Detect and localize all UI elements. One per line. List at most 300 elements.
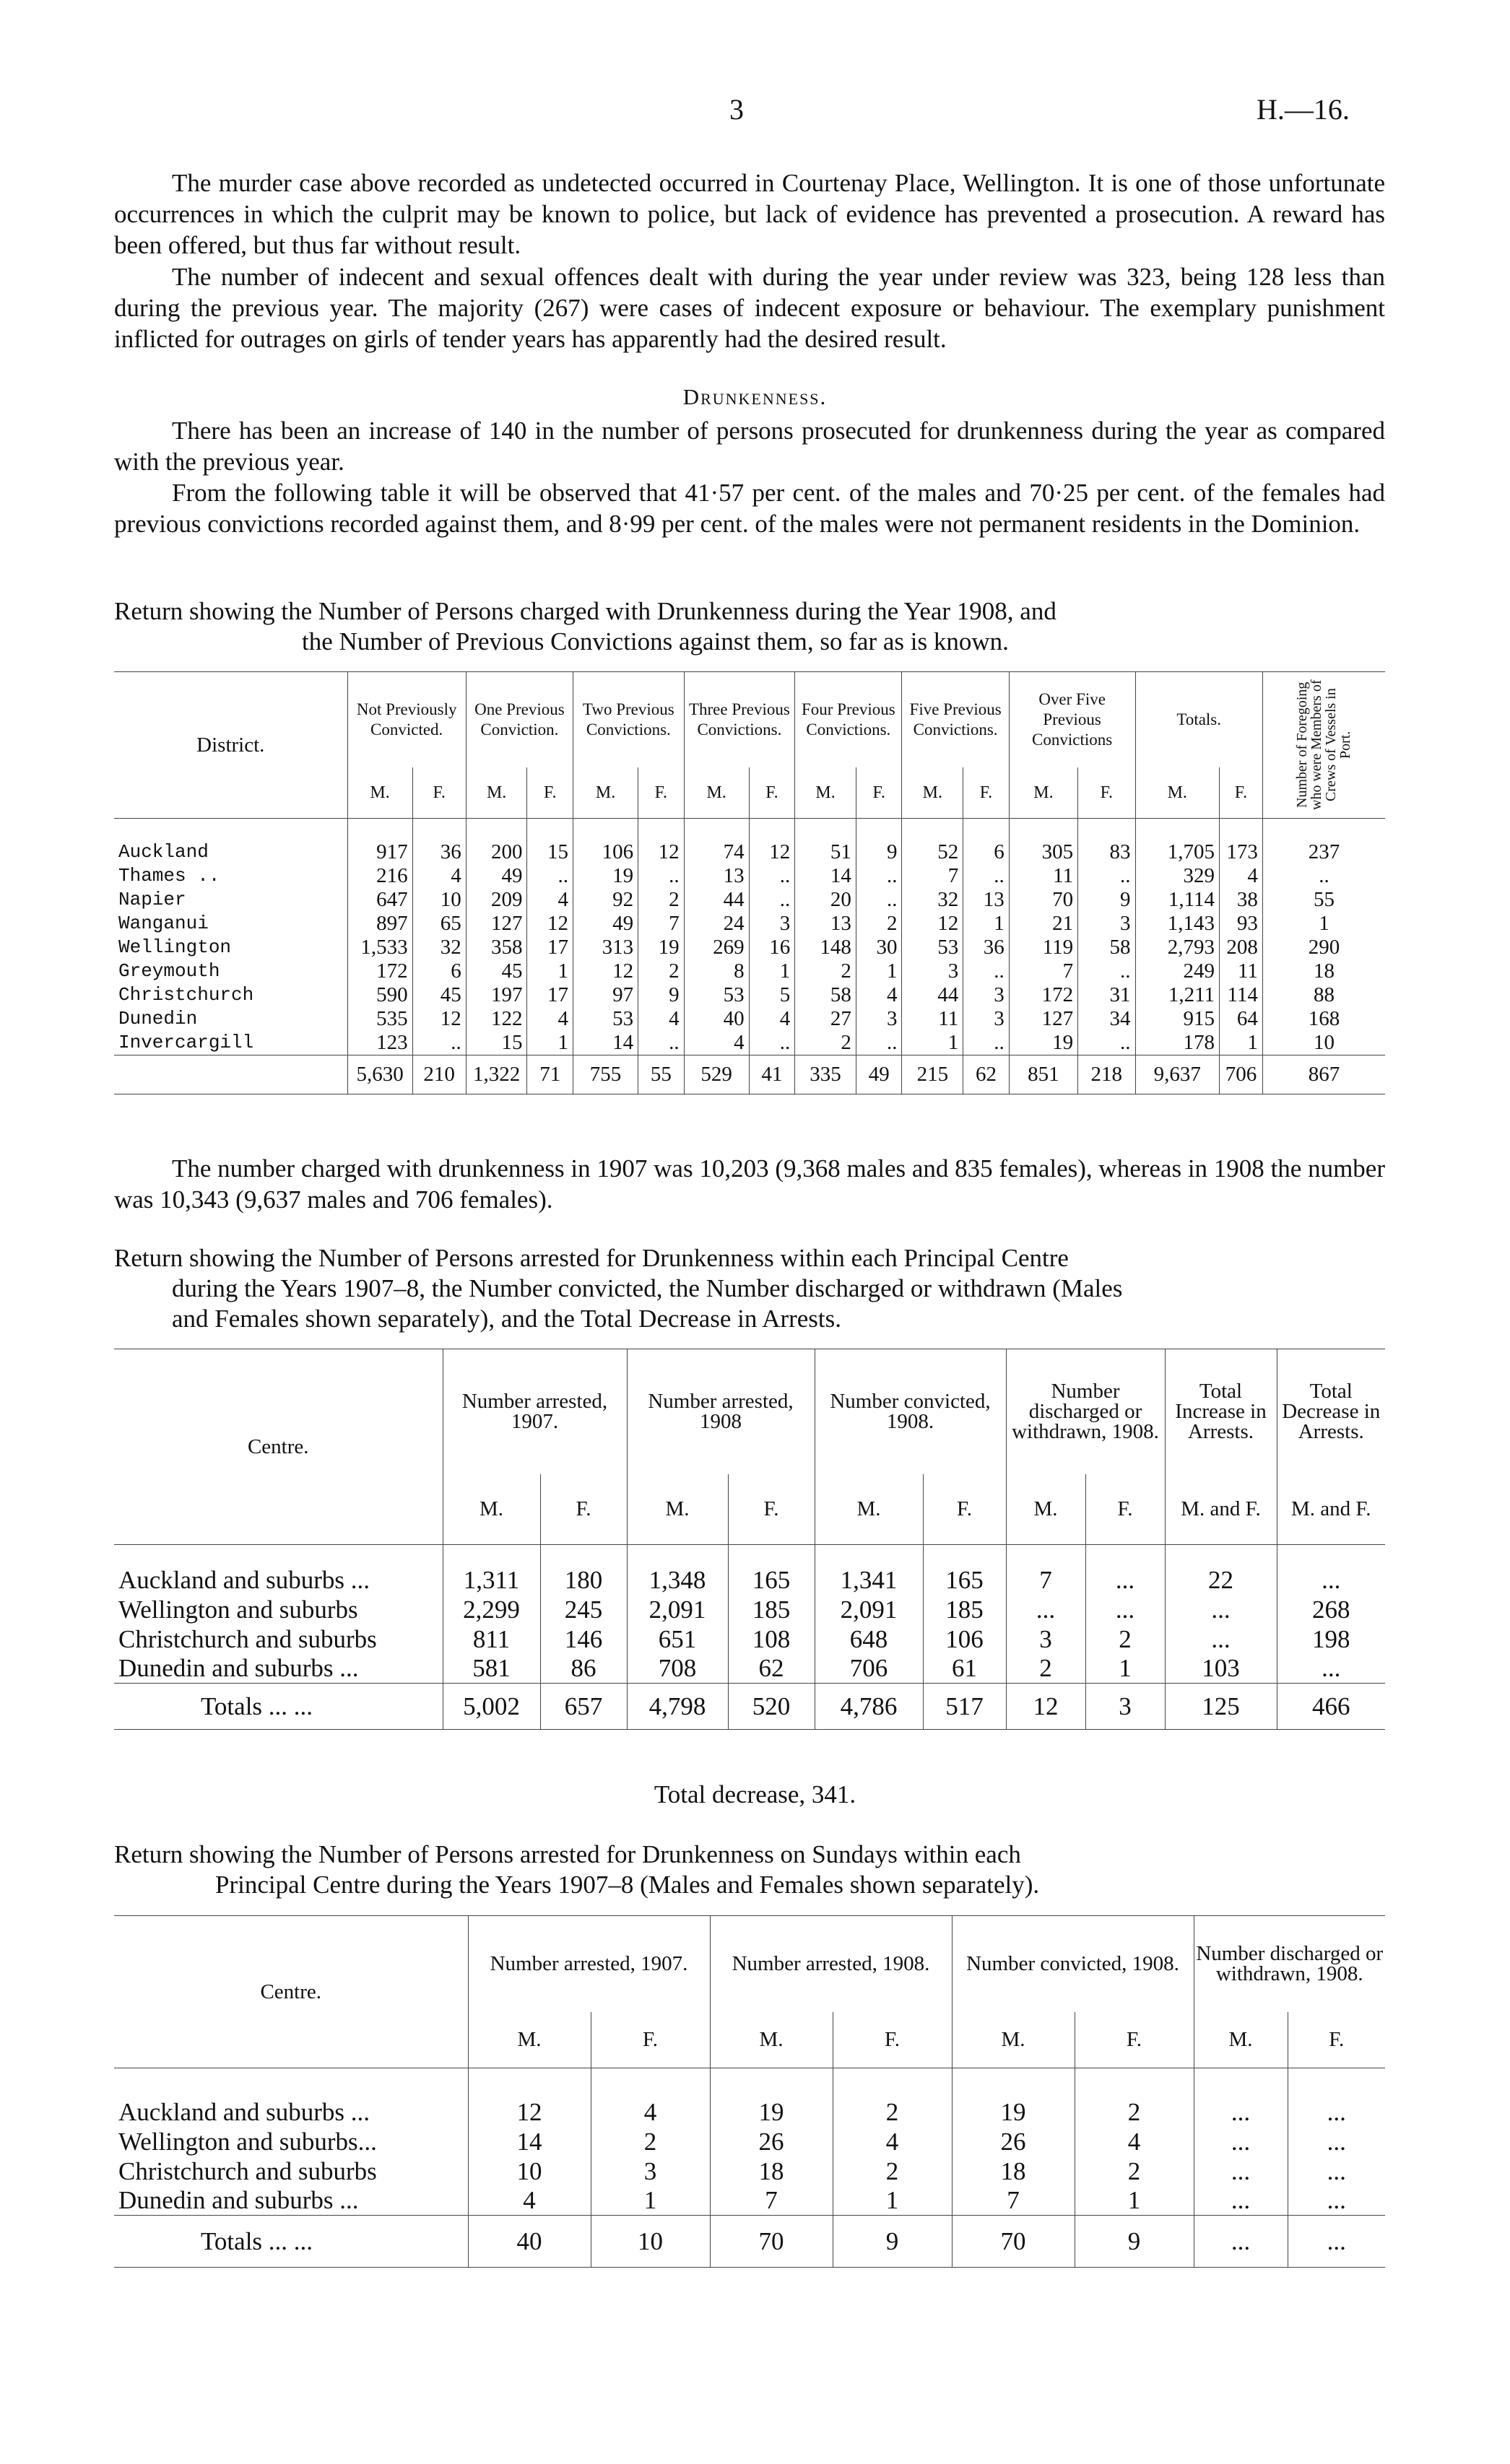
value-cell: 7 [710,2186,833,2216]
spacer-cell [1006,1545,1085,1565]
female-value: 4 [856,983,902,1007]
male-value: 313 [573,936,638,959]
spacer-cell [728,1545,815,1565]
female-value: .. [963,1031,1010,1055]
district-cell: Invercargill [118,1031,254,1053]
crew-header-text: Number of Foregoing who were Members of Crews of Vessels in Port. [1294,679,1354,811]
value-cell: 2,091 [627,1595,728,1624]
value-cell: 61 [923,1654,1006,1684]
female-value: 4 [1220,864,1263,888]
centre-cell: Auckland and suburbs ... [118,1565,370,1594]
value-cell: 245 [540,1595,627,1624]
male-value: 19 [1009,1031,1077,1055]
crew-value: 237 [1262,840,1385,864]
female-value: 38 [1220,888,1263,912]
table-row [114,888,1385,912]
female-total: 218 [1078,1055,1135,1094]
total-cell: 70 [952,2216,1075,2268]
male-column-header: M. [466,767,527,819]
female-value: 9 [1078,888,1135,912]
value-cell: 1 [591,2186,710,2216]
total-cell: ... [1194,2216,1288,2268]
female-value: .. [856,888,902,912]
female-value: 36 [963,936,1010,959]
female-column-header: F. [540,1474,627,1545]
female-value: 13 [963,888,1010,912]
female-total: 49 [856,1055,902,1094]
male-value: 7 [1009,959,1077,983]
group-header: Number convicted, 1908. [952,1916,1194,2012]
district-cell: Thames .. [118,864,220,887]
spacer-cell [114,2068,468,2097]
spacer-cell [527,819,573,840]
district-cell: Wellington [118,936,232,958]
crew-value: 1 [1262,912,1385,936]
centre-cell: Christchurch and suburbs [118,1624,377,1653]
male-value: 209 [466,888,527,912]
table-row [114,2097,1385,2127]
drunkenness-paragraph-1: There has been an increase of 140 in the number of persons prosecuted for drunkenness during the year as compared with the previous year. [114,417,1385,476]
group-header: Number arrested, 1908. [710,1916,952,2012]
female-value: 83 [1078,840,1135,864]
male-value: 123 [347,1031,412,1055]
female-value: 17 [527,936,573,959]
spacer-row [114,819,1385,840]
male-value: 358 [466,936,527,959]
male-value: 53 [902,936,963,959]
value-cell: 86 [540,1654,627,1684]
male-value: 27 [795,1007,856,1031]
female-value: .. [856,864,902,888]
drunkenness-heading: Drunkenness. [682,384,828,409]
group-header: Number arrested, 1907. [468,1916,710,2012]
female-value: 4 [527,1007,573,1031]
table-row [114,936,1385,959]
spacer-cell [795,819,856,840]
female-column-header: F. [591,2012,710,2068]
centre-cell: Dunedin and suburbs ... [118,2186,359,2215]
district-cell: Dunedin [118,1007,198,1029]
spacer-cell [347,819,412,840]
male-column-header: M. [1135,767,1220,819]
centre-cell: Dunedin and suburbs ... [118,1654,359,1683]
value-cell: 62 [728,1654,815,1684]
female-value: 32 [412,936,466,959]
male-value: 13 [795,912,856,936]
spacer-cell [1135,819,1220,840]
male-value: 178 [1135,1031,1220,1055]
male-value: 249 [1135,959,1220,983]
table2-arrests [114,1349,1385,1730]
female-value: 31 [1078,983,1135,1007]
value-cell: 108 [728,1624,815,1654]
value-cell: 2 [1006,1654,1085,1684]
spacer-cell [1288,2068,1385,2097]
total-cell: 466 [1277,1684,1385,1730]
male-value: 12 [573,959,638,983]
crew-value: 168 [1262,1007,1385,1031]
value-cell: 2 [1075,2097,1194,2127]
female-value: 5 [749,983,795,1007]
table-row [114,1007,1385,1031]
group-header: Not Previously Convicted. [347,672,466,768]
crew-total: 867 [1262,1055,1385,1094]
male-value: 11 [1009,864,1077,888]
spacer-cell [638,819,685,840]
crew-value: 18 [1262,959,1385,983]
value-cell: 1,311 [443,1565,540,1595]
female-value: 114 [1220,983,1263,1007]
table-row [114,864,1385,888]
female-column-header: F. [923,1474,1006,1545]
mf-column-header: M. and F. [1277,1474,1385,1545]
male-column-header: M. [468,2012,591,2068]
male-value: 2 [795,959,856,983]
totals-row [114,2216,1385,2268]
female-value: 1 [749,959,795,983]
female-value: 2 [856,912,902,936]
drunkenness-paragraph-2: From the following table it will be observed that 41·57 per cent. of the males and 70·25 per cent. of the females had previous convictions recorded against them, and 8·99 per cent. of the males were not permanent residents in the Dominion. [114,479,1385,538]
male-value: 58 [795,983,856,1007]
male-value: 8 [684,959,749,983]
male-column-header: M. [684,767,749,819]
spacer-cell [443,1545,540,1565]
female-column-header: F. [728,1474,815,1545]
table-row [114,1624,1385,1654]
table-row [114,1654,1385,1684]
table3-title [114,1840,1385,1900]
spacer-cell [710,2068,833,2097]
group-header: Number arrested, 1908 [627,1349,815,1474]
group-header: Number convicted, 1908. [815,1349,1006,1474]
value-cell: 185 [728,1595,815,1624]
female-value: 12 [527,912,573,936]
male-value: 172 [347,959,412,983]
male-value: 21 [1009,912,1077,936]
value-cell: 268 [1277,1595,1385,1624]
group-header: Three Previous Convictions. [684,672,795,768]
male-value: 3 [902,959,963,983]
male-total: 9,637 [1135,1055,1220,1094]
summary-paragraph: The number charged with drunkenness in 1907 was 10,203 (9,368 males and 835 females), whereas in 1908 the number was 10,343 (9,637 males and 706 females). [114,1154,1385,1214]
value-cell: 581 [443,1654,540,1684]
value-cell: 19 [952,2097,1075,2127]
male-value: 197 [466,983,527,1007]
crew-value: 290 [1262,936,1385,959]
female-value: 93 [1220,912,1263,936]
table-row [114,1031,1385,1055]
value-cell: 3 [1006,1624,1085,1654]
male-value: 897 [347,912,412,936]
value-cell: ... [1277,1565,1385,1595]
male-column-header: M. [795,767,856,819]
total-cell: 9 [1075,2216,1194,2268]
male-value: 24 [684,912,749,936]
male-total: 755 [573,1055,638,1094]
male-column-header: M. [1009,767,1077,819]
female-value: .. [1078,959,1135,983]
table-row [114,959,1385,983]
male-column-header: M. [710,2012,833,2068]
value-cell: ... [1194,2186,1288,2216]
value-cell: 2 [1075,2156,1194,2186]
totals-label: Totals ... ... [201,1692,313,1720]
table1-title-line2: the Number of Previous Convictions against them, so far as is known. [302,627,1009,656]
male-total: 5,630 [347,1055,412,1094]
male-total: 851 [1009,1055,1077,1094]
female-value: 11 [1220,959,1263,983]
value-cell: 10 [468,2156,591,2186]
spacer-cell [1277,1545,1385,1565]
female-total: 210 [412,1055,466,1094]
male-value: 119 [1009,936,1077,959]
centre-header: Centre. [114,1916,468,2068]
murder-paragraph: The murder case above recorded as undetected occurred in Courtenay Place, Wellington. It is one of those unfortunate occurrences in which the culprit may be known to police, but lack of evidence has prevented a prosecution. A reward has been offered, but thus far without result. [114,169,1385,259]
female-column-header: F. [1075,2012,1194,2068]
table-row [114,2127,1385,2156]
group-header: Totals. [1135,672,1262,768]
value-cell: 1 [833,2186,952,2216]
male-value: 45 [466,959,527,983]
spacer-row [114,1545,1385,1565]
male-value: 329 [1135,864,1220,888]
value-cell: ... [1277,1654,1385,1684]
female-value: .. [963,864,1010,888]
female-value: 1 [856,959,902,983]
district-header: District. [114,672,347,819]
male-value: 915 [1135,1007,1220,1031]
female-value: .. [638,864,685,888]
female-value: 12 [749,840,795,864]
table2-title-line1: Return showing the Number of Persons arrested for Drunkenness within each Principal Centre [114,1244,1069,1272]
table2-title [114,1243,1385,1334]
female-column-header: F. [749,767,795,819]
value-cell: 165 [728,1565,815,1595]
spacer-cell [114,1545,443,1565]
crew-value: 88 [1262,983,1385,1007]
male-value: 32 [902,888,963,912]
value-cell: 4 [1075,2127,1194,2156]
total-decrease-caption: Total decrease, 341. [654,1780,856,1808]
female-value: 4 [638,1007,685,1031]
female-column-header: F. [856,767,902,819]
male-value: 2,793 [1135,936,1220,959]
male-value: 127 [1009,1007,1077,1031]
male-value: 917 [347,840,412,864]
female-column-header: F. [638,767,685,819]
female-column-header: F. [527,767,573,819]
total-cell: 3 [1085,1684,1165,1730]
male-value: 1,533 [347,936,412,959]
value-cell: ... [1288,2156,1385,2186]
district-cell: Wanganui [118,912,209,934]
male-value: 2 [795,1031,856,1055]
male-value: 216 [347,864,412,888]
spacer-cell [923,1545,1006,1565]
value-cell: 22 [1165,1565,1277,1595]
mf-column-header: M. and F. [1165,1474,1277,1545]
male-value: 122 [466,1007,527,1031]
spacer-cell [412,819,466,840]
value-cell: 103 [1165,1654,1277,1684]
total-cell: 5,002 [443,1684,540,1730]
male-value: 44 [684,888,749,912]
page-reference: H.—16. [1257,93,1350,126]
male-value: 172 [1009,983,1077,1007]
female-value: .. [749,864,795,888]
crew-value: 55 [1262,888,1385,912]
male-value: 1,143 [1135,912,1220,936]
total-cell: 125 [1165,1684,1277,1730]
value-cell: 185 [923,1595,1006,1624]
female-value: 30 [856,936,902,959]
female-value: 6 [963,840,1010,864]
female-total: 71 [527,1055,573,1094]
total-cell: 4,798 [627,1684,728,1730]
male-column-header: M. [815,1474,923,1545]
male-value: 97 [573,983,638,1007]
value-cell: 708 [627,1654,728,1684]
female-value: 3 [963,1007,1010,1031]
value-cell: 26 [710,2127,833,2156]
male-column-header: M. [347,767,412,819]
total-cell: 70 [710,2216,833,2268]
male-value: 1,114 [1135,888,1220,912]
value-cell: 165 [923,1565,1006,1595]
value-cell: 1,341 [815,1565,923,1595]
male-value: 13 [684,864,749,888]
female-value: 34 [1078,1007,1135,1031]
male-value: 53 [684,983,749,1007]
total-cell: 657 [540,1684,627,1730]
page-number: 3 [729,93,744,126]
female-value: 12 [412,1007,466,1031]
female-value: 19 [638,936,685,959]
group-header: Five Previous Convictions. [902,672,1009,768]
totals-label: Totals ... ... [201,2227,313,2255]
group-header: One Previous Conviction. [466,672,573,768]
female-value: 64 [1220,1007,1263,1031]
table3-title-line1: Return showing the Number of Persons arrested for Drunkenness on Sundays within each [114,1840,1021,1868]
female-column-header: F. [963,767,1010,819]
total-cell: 10 [591,2216,710,2268]
female-total: 41 [749,1055,795,1094]
spacer-cell [1085,1545,1165,1565]
female-value: .. [749,888,795,912]
female-total: 55 [638,1055,685,1094]
value-cell: 198 [1277,1624,1385,1654]
male-column-header: M. [1194,2012,1288,2068]
male-value: 15 [466,1031,527,1055]
male-value: 92 [573,888,638,912]
table-row [114,840,1385,864]
value-cell: 651 [627,1624,728,1654]
table1-title [114,596,1385,657]
table-row [114,912,1385,936]
offences-paragraph: The number of indecent and sexual offences dealt with during the year under review was 323, being 128 less than during the previous year. The majority (267) were cases of indecent exposure or behaviour. The exemplary punishment inflicted for outrages on girls of tender years has apparently had the desired result. [114,263,1385,353]
value-cell: ... [1194,2097,1288,2127]
table2-title-line3: and Females shown separately), and the Total Decrease in Arrests. [172,1305,842,1333]
female-value: .. [638,1031,685,1055]
table1-previous-convictions [114,671,1385,1094]
value-cell: 3 [591,2156,710,2186]
female-value: 7 [638,912,685,936]
table-row [114,2186,1385,2216]
female-value: 12 [638,840,685,864]
female-value: 2 [638,888,685,912]
male-value: 51 [795,840,856,864]
table3-sunday-arrests [114,1915,1385,2268]
male-value: 590 [347,983,412,1007]
male-value: 14 [795,864,856,888]
total-cell: 40 [468,2216,591,2268]
male-value: 4 [684,1031,749,1055]
total-cell: 520 [728,1684,815,1730]
centre-cell: Christchurch and suburbs [118,2156,377,2185]
male-value: 269 [684,936,749,959]
female-value: .. [527,864,573,888]
table-row [114,2156,1385,2186]
value-cell: 146 [540,1624,627,1654]
group-header: Over Five Previous Convictions [1009,672,1135,768]
value-cell: 2 [833,2097,952,2127]
male-value: 44 [902,983,963,1007]
value-cell: ... [1085,1595,1165,1624]
male-value: 1 [902,1031,963,1055]
male-value: 305 [1009,840,1077,864]
female-value: 3 [963,983,1010,1007]
value-cell: 4 [833,2127,952,2156]
female-value: 1 [527,959,573,983]
value-cell: 18 [952,2156,1075,2186]
spacer-cell [856,819,902,840]
female-total: 62 [963,1055,1010,1094]
male-value: 1,705 [1135,840,1220,864]
value-cell: ... [1006,1595,1085,1624]
spacer-cell [1220,819,1263,840]
female-value: 9 [856,840,902,864]
value-cell: ... [1288,2186,1385,2216]
value-cell: 811 [443,1624,540,1654]
female-value: .. [1078,864,1135,888]
value-cell: 4 [591,2097,710,2127]
total-cell: 12 [1006,1684,1085,1730]
total-cell: 4,786 [815,1684,923,1730]
value-cell: 180 [540,1565,627,1595]
spacer-cell [749,819,795,840]
female-value: .. [1078,1031,1135,1055]
spacer-cell [1009,819,1077,840]
male-column-header: M. [443,1474,540,1545]
male-value: 1,211 [1135,983,1220,1007]
district-cell: Greymouth [118,959,220,982]
totals-row [114,1055,1385,1094]
female-column-header: F. [833,2012,952,2068]
female-value: 16 [749,936,795,959]
male-value: 11 [902,1007,963,1031]
spacer-cell [902,819,963,840]
value-cell: ... [1194,2156,1288,2186]
total-cell: 517 [923,1684,1006,1730]
value-cell: 1 [1075,2186,1194,2216]
value-cell: ... [1165,1595,1277,1624]
male-column-header: M. [573,767,638,819]
female-column-header: F. [1085,1474,1165,1545]
value-cell: 4 [468,2186,591,2216]
spacer-cell [468,2068,591,2097]
totals-row [114,1684,1385,1730]
district-cell: Christchurch [118,983,254,1006]
